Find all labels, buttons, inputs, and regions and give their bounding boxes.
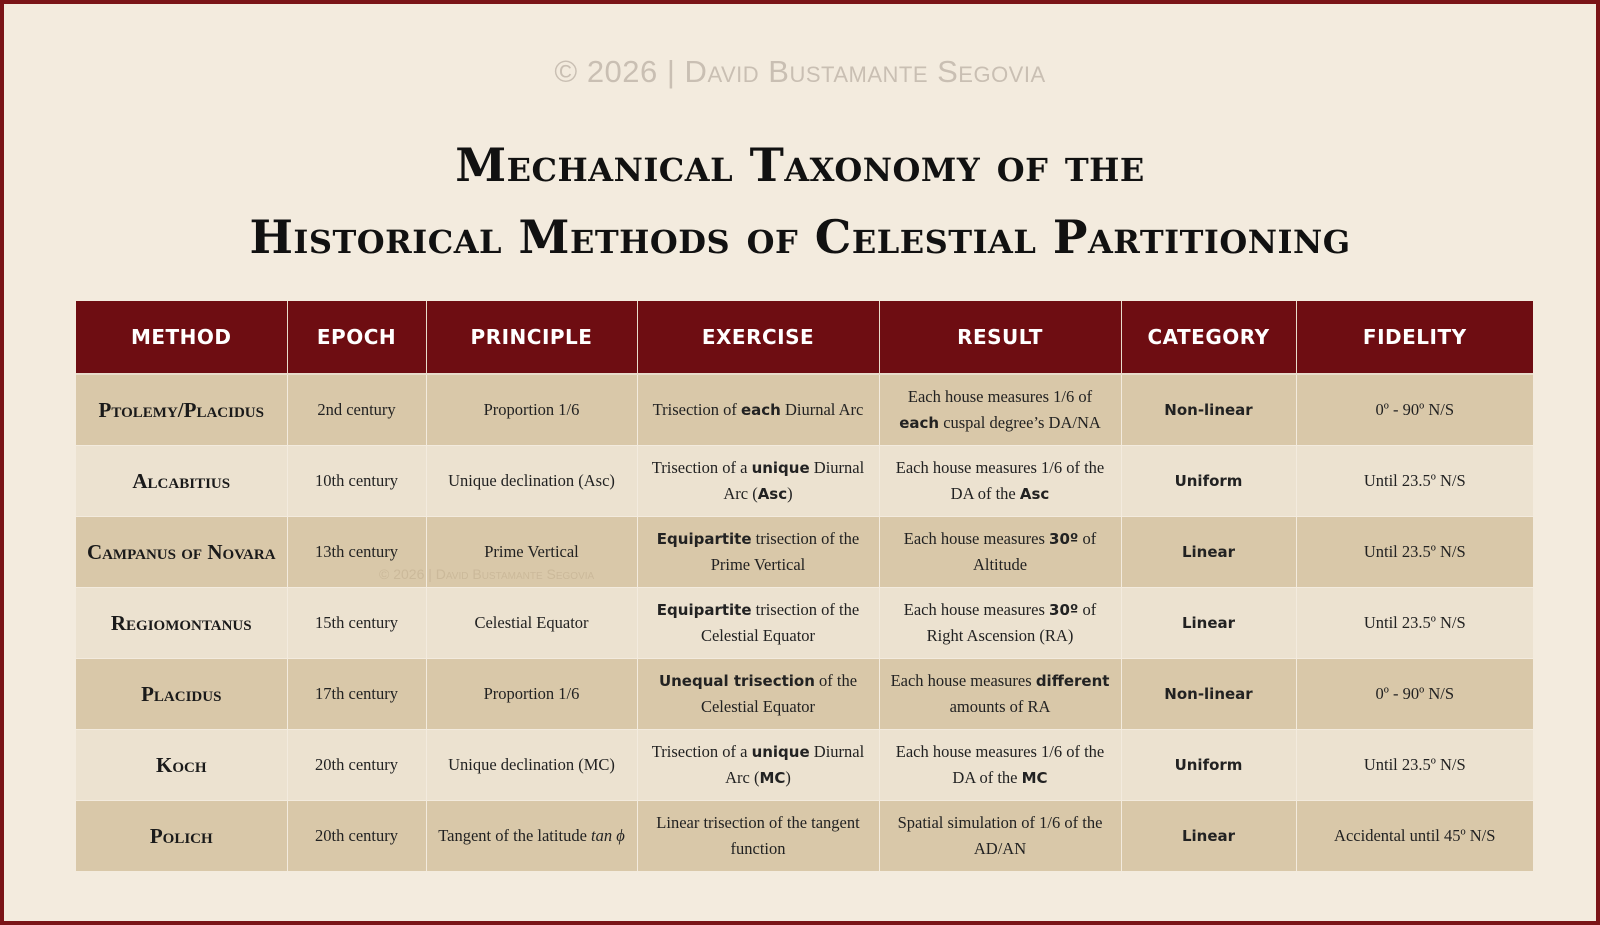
header-category: CATEGORY <box>1121 301 1296 374</box>
cell-fidelity: Until 23.5º N/S <box>1296 730 1533 801</box>
taxonomy-table <box>76 301 1533 872</box>
cell-method: Campanus of Novara <box>76 517 287 588</box>
cell-text-segment: Trisection of <box>652 400 741 419</box>
cell-result <box>879 588 1121 659</box>
table-row <box>76 588 1533 659</box>
cell-result <box>879 801 1121 872</box>
cell-text-segment: of Altitude <box>972 529 1097 574</box>
cell-fidelity: 0º - 90º N/S <box>1296 374 1533 446</box>
cell-text-segment: of the Celestial Equator <box>700 671 858 716</box>
copyright-text: © 2026 | David Bustamante Segovia <box>554 54 1046 89</box>
cell-text-segment: Each house measures <box>903 600 1050 619</box>
cell-text-segment: Trisection of a <box>651 742 752 761</box>
cell-text-segment: Linear trisection of the tangent function <box>656 813 860 858</box>
cell-text-segment: Diurnal Arc <box>780 400 864 419</box>
cell-text-segment: of Right Ascension (RA) <box>926 600 1097 645</box>
cell-method: Placidus <box>76 659 287 730</box>
cell-category: Linear <box>1121 801 1296 872</box>
cell-text-segment: Each house measures 1/6 of <box>907 387 1093 406</box>
table-row <box>76 659 1533 730</box>
cell-text-segment: trisection of the Celestial Equator <box>700 600 860 645</box>
cell-fidelity: Until 23.5º N/S <box>1296 517 1533 588</box>
cell-epoch: 20th century <box>287 801 426 872</box>
cell-exercise <box>637 446 879 517</box>
cell-result <box>879 730 1121 801</box>
cell-method: Alcabitius <box>76 446 287 517</box>
cell-text-segment: different <box>1035 672 1110 690</box>
cell-result <box>879 446 1121 517</box>
cell-method: Polich <box>76 801 287 872</box>
cell-epoch: 15th century <box>287 588 426 659</box>
cell-text-segment: Spatial simulation of 1/6 of the AD/AN <box>897 813 1103 858</box>
cell-text-segment: unique <box>751 459 810 477</box>
cell-text-segment: Each house measures 1/6 of the DA of the <box>895 742 1105 787</box>
cell-text-segment: ) <box>787 484 793 503</box>
cell-result <box>879 374 1121 446</box>
header-principle: PRINCIPLE <box>426 301 637 374</box>
cell-text-segment: Tangent of the latitude <box>438 826 592 845</box>
table-row <box>76 730 1533 801</box>
cell-epoch: 13th century <box>287 517 426 588</box>
cell-category: Linear <box>1121 588 1296 659</box>
cell-text-segment: amounts of RA <box>949 697 1051 716</box>
cell-category: Uniform <box>1121 730 1296 801</box>
cell-fidelity: 0º - 90º N/S <box>1296 659 1533 730</box>
cell-text-segment: Each house measures <box>890 671 1036 690</box>
cell-epoch: 2nd century <box>287 374 426 446</box>
cell-result <box>879 517 1121 588</box>
cell-text-segment: tan ϕ <box>591 826 625 845</box>
cell-exercise <box>637 730 879 801</box>
cell-text-segment: Unequal trisection <box>658 672 815 690</box>
cell-method: Koch <box>76 730 287 801</box>
cell-principle: Celestial Equator <box>426 588 637 659</box>
cell-principle: Prime Vertical <box>426 517 637 588</box>
cell-principle: Unique declination (Asc) <box>426 446 637 517</box>
cell-text-segment: Asc <box>1019 485 1050 503</box>
cell-text-segment: MC <box>1021 769 1048 787</box>
cell-principle: Proportion 1/6 <box>426 374 637 446</box>
cell-text-segment: MC <box>759 769 786 787</box>
table-row <box>76 446 1533 517</box>
table-row <box>76 801 1533 872</box>
header-result: RESULT <box>879 301 1121 374</box>
cell-text-segment: Each house measures <box>903 529 1050 548</box>
header-method: METHOD <box>76 301 287 374</box>
cell-text-segment: Diurnal Arc ( <box>725 742 865 787</box>
cell-text-segment: each <box>740 401 781 419</box>
cell-text-segment: cuspal degree’s DA/NA <box>939 413 1101 432</box>
cell-result <box>879 659 1121 730</box>
header-epoch: EPOCH <box>287 301 426 374</box>
cell-text-segment: Equipartite <box>656 530 752 548</box>
cell-text-segment: Diurnal Arc ( <box>723 458 865 503</box>
cell-epoch: 20th century <box>287 730 426 801</box>
header-fidelity: FIDELITY <box>1296 301 1533 374</box>
cell-text-segment: trisection of the Prime Vertical <box>710 529 860 574</box>
cell-text-segment: 30º <box>1049 601 1079 619</box>
cell-epoch: 17th century <box>287 659 426 730</box>
cell-exercise <box>637 374 879 446</box>
cell-exercise <box>637 801 879 872</box>
cell-principle <box>426 801 637 872</box>
cell-text-segment: unique <box>751 743 810 761</box>
cell-exercise <box>637 517 879 588</box>
cell-category: Non-linear <box>1121 659 1296 730</box>
cell-text-segment: Equipartite <box>656 601 752 619</box>
page-title <box>4 129 1596 273</box>
cell-method: Regiomontanus <box>76 588 287 659</box>
cell-category: Uniform <box>1121 446 1296 517</box>
cell-method: Ptolemy/Placidus <box>76 374 287 446</box>
cell-principle: Unique declination (MC) <box>426 730 637 801</box>
cell-category: Non-linear <box>1121 374 1296 446</box>
table-row <box>76 517 1533 588</box>
cell-epoch: 10th century <box>287 446 426 517</box>
cell-exercise <box>637 659 879 730</box>
cell-fidelity: Until 23.5º N/S <box>1296 446 1533 517</box>
cell-principle: Proportion 1/6 <box>426 659 637 730</box>
table-row <box>76 374 1533 446</box>
cell-text-segment: Each house measures 1/6 of the DA of the <box>895 458 1105 503</box>
cell-category: Linear <box>1121 517 1296 588</box>
cell-fidelity: Until 23.5º N/S <box>1296 588 1533 659</box>
header-exercise: EXERCISE <box>637 301 879 374</box>
cell-text-segment: Trisection of a <box>651 458 752 477</box>
cell-fidelity: Accidental until 45º N/S <box>1296 801 1533 872</box>
cell-text-segment: ) <box>785 768 791 787</box>
cell-text-segment: 30º <box>1049 530 1079 548</box>
watermark-text: © 2026 | David Bustamante Segovia <box>379 566 595 582</box>
cell-text-segment: Asc <box>757 485 788 503</box>
title-line-1: Mechanical Taxonomy of the <box>455 138 1145 192</box>
title-line-2: Historical Methods of Celestial Partitioning <box>249 210 1351 264</box>
cell-exercise <box>637 588 879 659</box>
table-header-row <box>76 301 1533 374</box>
cell-text-segment: each <box>899 414 940 432</box>
